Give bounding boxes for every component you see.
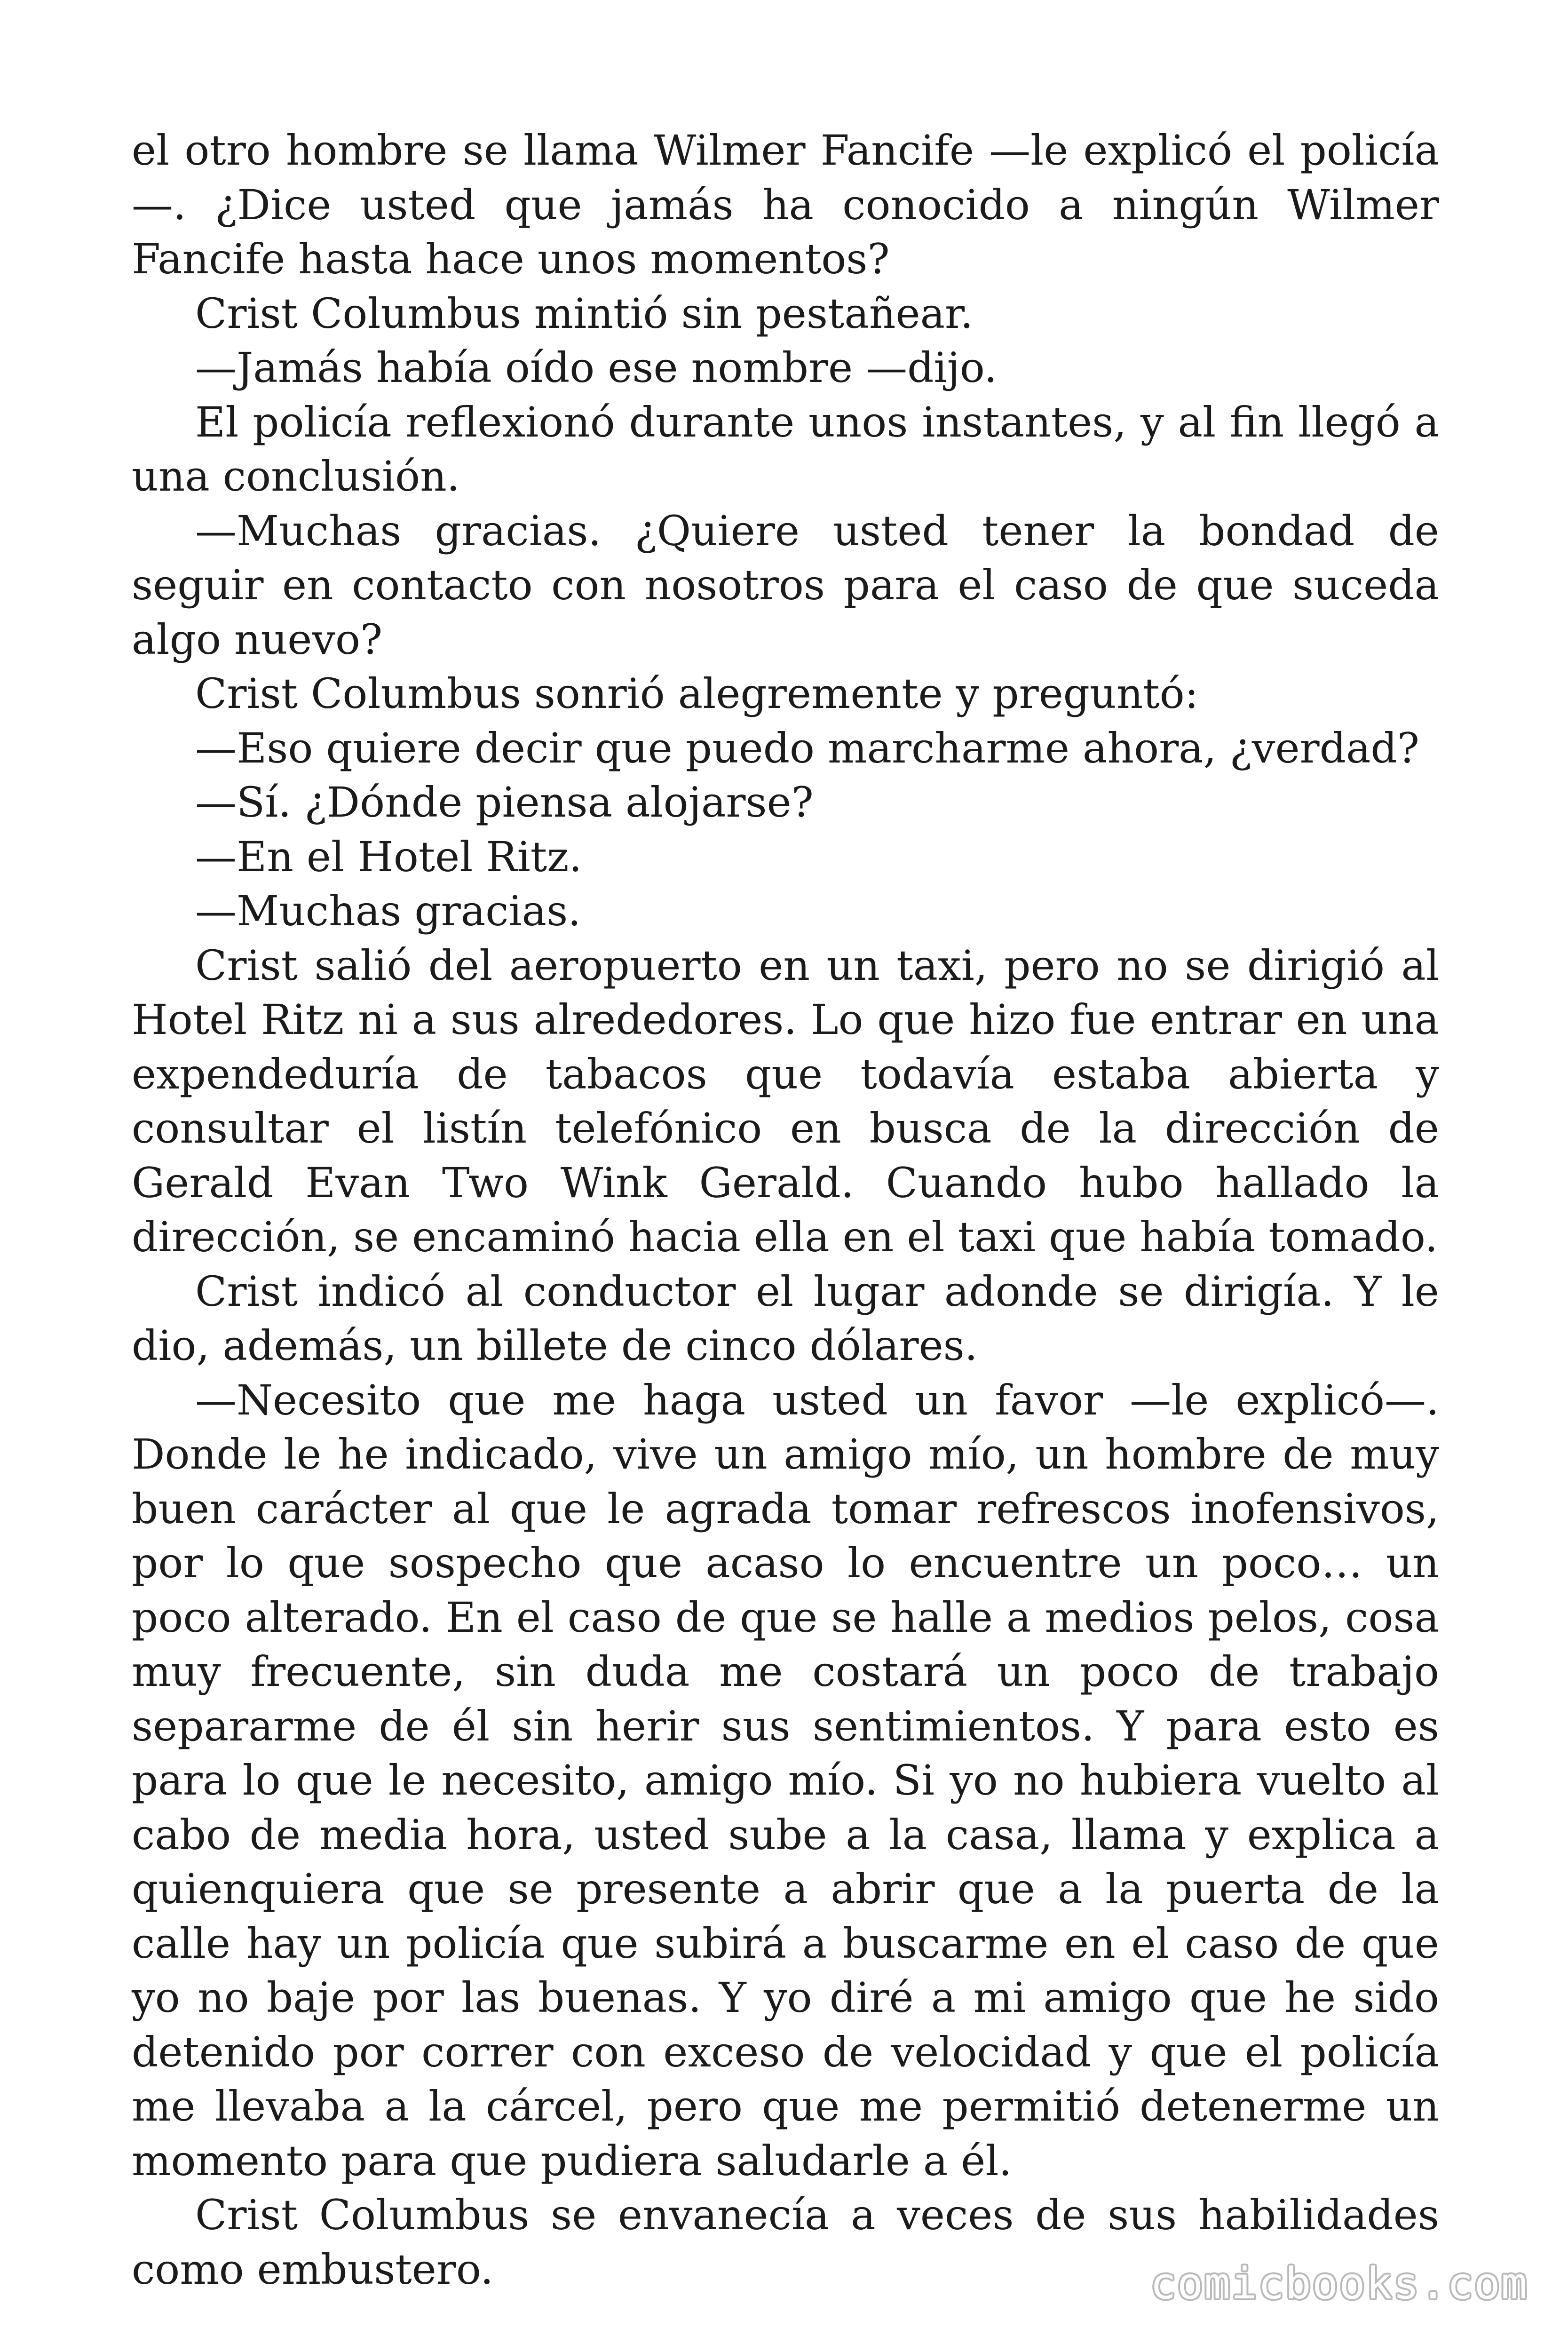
site-watermark: comicbooks.com — [1150, 2258, 1528, 2309]
paragraph: —Sí. ¿Dónde piensa alojarse? — [195, 778, 814, 826]
paragraph: —Jamás había oído ese nombre —dijo. — [195, 343, 998, 392]
paragraph: —Necesito que me haga usted un favor —le explicó—. Donde le he indicado, vive un amigo mío, un hombre de muy buen carácter al que le agrada tomar refrescos inofensivos, por lo que sospecho que acaso lo encuentre un poco… un poco alterado. En el caso de que se halle a medios pelos, cosa muy frecuente, sin duda me costará un poco de trabajo separarme de él sin herir sus sentimientos. Y para esto es para lo que le necesito, amigo mío. Si yo no hubiera vuelto al cabo de media hora, usted sube a la casa, llama y explica a quienquiera que se presente a abrir que a la puerta de la calle hay un policía que subirá a buscarme en el caso de que yo no baje por las buenas. Y yo diré a mi amigo que he sido detenido por correr con exceso de velocidad y que el policía me llevaba a la cárcel, pero que me permitió detenerme un momento para que pudiera saludarle a él. — [132, 1375, 1439, 2185]
paragraph: Crist Columbus se envanecía a veces de sus habilidades como embustero. — [132, 2191, 1439, 2294]
paragraph: El policía reflexionó durante unos instantes, y al fin llegó a una conclusión. — [132, 397, 1439, 501]
paragraph: Crist Columbus mintió sin pestañear. — [195, 289, 974, 338]
paragraph: —En el Hotel Ritz. — [195, 832, 582, 881]
paragraph-continued: el otro hombre se llama Wilmer Fancife —le explicó el policía—. ¿Dice usted que jamás ha conocido a ningún Wilmer Fancife hasta hace unos momentos? — [132, 126, 1439, 283]
paragraph: —Eso quiere decir que puedo marcharme ahora, ¿verdad? — [195, 723, 1419, 772]
book-page-text — [132, 123, 1439, 2296]
paragraph: —Muchas gracias. ¿Quiere usted tener la bondad de seguir en contacto con nosotros para el caso de que suceda algo nuevo? — [132, 506, 1439, 664]
paragraph: —Muchas gracias. — [195, 887, 581, 935]
paragraph: Crist salió del aeropuerto en un taxi, pero no se dirigió al Hotel Ritz ni a sus alrededores. Lo que hizo fue entrar en una expendeduría de tabacos que todavía estaba abierta y consultar el listín telefónico en busca de la dirección de Gerald Evan Two Wink Gerald. Cuando hubo hallado la dirección, se encaminó hacia ella en el taxi que había tomado. — [132, 941, 1439, 1261]
paragraph: Crist Columbus sonrió alegremente y preguntó: — [195, 669, 1199, 718]
paragraph: Crist indicó al conductor el lugar adonde se dirigía. Y le dio, además, un billete de cinco dólares. — [132, 1267, 1439, 1370]
